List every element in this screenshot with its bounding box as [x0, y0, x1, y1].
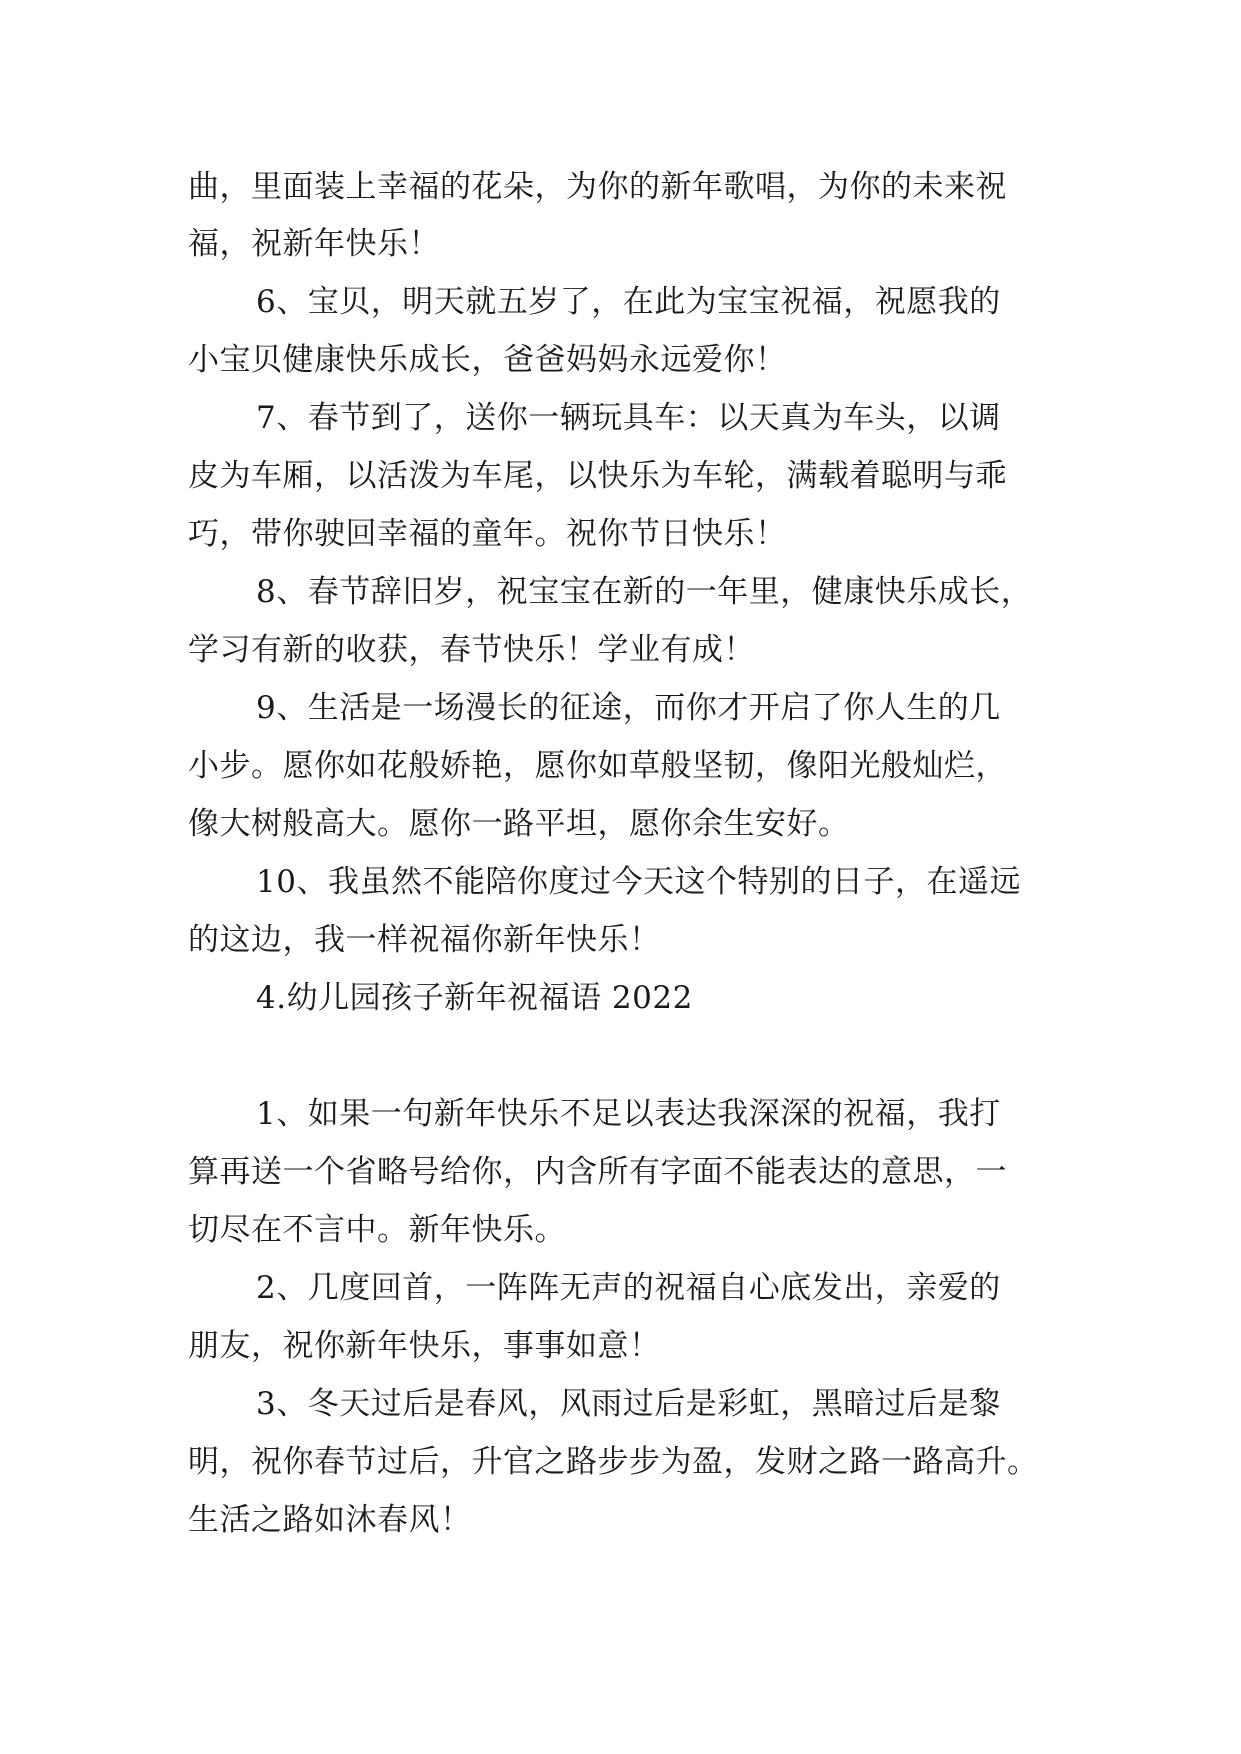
text-line: 7、春节到了，送你一辆玩具车：以天真为车头，以调: [256, 400, 1001, 436]
text-line: 生活之路如沐春风！: [188, 1502, 472, 1538]
text-line: 9、生活是一场漫长的征途，而你才开启了你人生的几: [256, 690, 1001, 726]
text-line: 小宝贝健康快乐成长，爸爸妈妈永远爱你！: [188, 342, 787, 378]
text-line: 6、宝贝，明天就五岁了，在此为宝宝祝福，祝愿我的: [256, 284, 1001, 320]
text-line: 学习有新的收获，春节快乐！学业有成！: [188, 632, 755, 668]
text-line: 的这边，我一样祝福你新年快乐！: [188, 922, 661, 958]
text-line: 算再送一个省略号给你，内含所有字面不能表达的意思，一: [188, 1154, 1007, 1190]
text-line: 朋友，祝你新年快乐，事事如意！: [188, 1328, 661, 1364]
text-line: 像大树般高大。愿你一路平坦，愿你余生安好。: [188, 806, 850, 842]
text-line: 2、几度回首，一阵阵无声的祝福自心底发出，亲爱的: [256, 1270, 1001, 1306]
text-line: 1、如果一句新年快乐不足以表达我深深的祝福，我打: [256, 1096, 1001, 1132]
text-line: 明，祝你春节过后，升官之路步步为盈，发财之路一路高升。: [188, 1444, 1039, 1480]
text-line: 3、冬天过后是春风，风雨过后是彩虹，黑暗过后是黎: [256, 1386, 1001, 1422]
text-line: 巧，带你驶回幸福的童年。祝你节日快乐！: [188, 516, 787, 552]
text-line: 切尽在不言中。新年快乐。: [188, 1212, 566, 1248]
text-line: 8、春节辞旧岁，祝宝宝在新的一年里，健康快乐成长，: [256, 574, 1033, 610]
text-line: 皮为车厢，以活泼为车尾，以快乐为车轮，满载着聪明与乖: [188, 458, 1007, 494]
section-heading: 4.幼儿园孩子新年祝福语 2022: [256, 980, 693, 1016]
text-line: 10、我虽然不能陪你度过今天这个特别的日子，在遥远: [256, 864, 1021, 900]
text-line: 小步。愿你如花般娇艳，愿你如草般坚韧，像阳光般灿烂，: [188, 748, 1007, 784]
text-line: 曲，里面装上幸福的花朵，为你的新年歌唱，为你的未来祝: [188, 169, 1007, 205]
text-line: 福，祝新年快乐！: [188, 226, 440, 262]
